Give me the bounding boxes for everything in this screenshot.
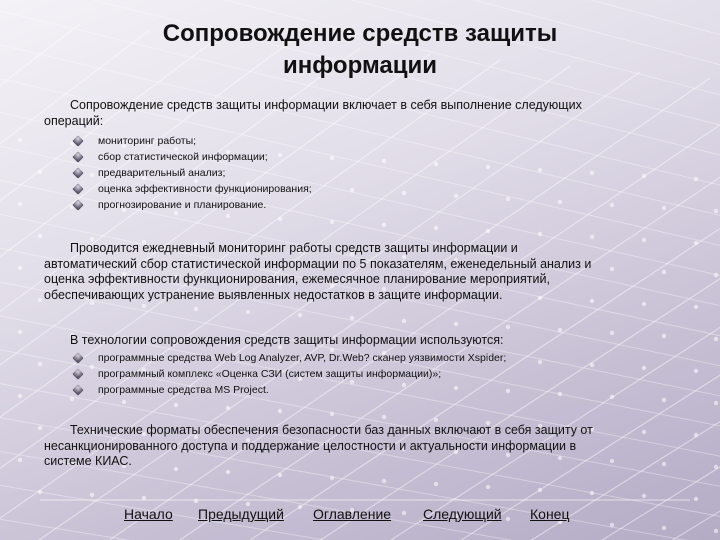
diamond-bullet-icon xyxy=(72,384,83,395)
navigation-bar xyxy=(0,506,720,528)
diamond-bullet-icon xyxy=(72,135,83,146)
technology-intro xyxy=(70,333,503,349)
monitoring-paragraph xyxy=(44,241,591,303)
intro-paragraph xyxy=(44,98,582,129)
monitoring-line: оценка эффективности функционирования, ежемесячное планирование мероприятий, xyxy=(44,272,550,286)
list-item-text: мониторинг работы; xyxy=(98,135,197,147)
diamond-bullet-icon xyxy=(72,368,83,379)
list-item xyxy=(72,133,312,149)
technology-intro-text: В технологии сопровождения средств защиты информации используются: xyxy=(70,333,504,347)
diamond-bullet-icon xyxy=(72,167,83,178)
diamond-bullet-icon xyxy=(72,183,83,194)
formats-paragraph xyxy=(44,423,593,470)
list-item-text: оценка эффективности функционирования; xyxy=(98,183,312,195)
slide-title xyxy=(0,18,720,82)
nav-next-link[interactable]: Следующий xyxy=(423,506,502,522)
diamond-bullet-icon xyxy=(72,199,83,210)
formats-line: несанкционированного доступа и поддержание целостности и актуальности информации в xyxy=(44,438,577,453)
list-item xyxy=(72,366,506,382)
monitoring-line: Проводится ежедневный мониторинг работы средств защиты информации и xyxy=(70,241,518,255)
intro-line: операций: xyxy=(44,113,104,128)
list-item xyxy=(72,350,506,366)
list-item-text: предварительный анализ; xyxy=(98,167,226,179)
list-item xyxy=(72,149,312,165)
technologies-list xyxy=(72,350,506,398)
formats-line: Технические форматы обеспечения безопасности баз данных включают в себя защиту от xyxy=(70,423,593,437)
list-item xyxy=(72,382,506,398)
list-item xyxy=(72,181,312,197)
list-item-text: программный комплекс «Оценка СЗИ (систем защиты информации)»; xyxy=(98,368,442,380)
diamond-bullet-icon xyxy=(72,352,83,363)
list-item-text: сбор статистической информации; xyxy=(98,151,268,163)
list-item xyxy=(72,197,312,213)
monitoring-line: автоматический сбор статистической информации по 5 показателям, еженедельный анализ и xyxy=(44,256,592,271)
nav-previous-link[interactable]: Предыдущий xyxy=(198,506,284,522)
list-item-text: прогнозирование и планирование. xyxy=(98,199,267,211)
nav-start-link[interactable]: Начало xyxy=(124,506,173,522)
diamond-bullet-icon xyxy=(72,151,83,162)
list-item-text: программные средства MS Project. xyxy=(98,384,269,396)
intro-line: Сопровождение средств защиты информации включает в себя выполнение следующих xyxy=(70,98,582,112)
slide-title-line: информации xyxy=(283,52,437,79)
operations-list xyxy=(72,133,312,213)
nav-end-link[interactable]: Конец xyxy=(530,506,570,522)
list-item-text: программные средства Web Log Analyzer, AVP, Dr.Web? сканер уязвимости Xspider; xyxy=(98,352,507,364)
nav-contents-link[interactable]: Оглавление xyxy=(313,506,392,522)
monitoring-line: обеспечивающих устранение выявленных недостатков в защите информации. xyxy=(44,287,503,302)
slide-title-line: Сопровождение средств защиты xyxy=(162,20,558,47)
formats-line: системе КИАС. xyxy=(44,454,132,468)
list-item xyxy=(72,165,312,181)
